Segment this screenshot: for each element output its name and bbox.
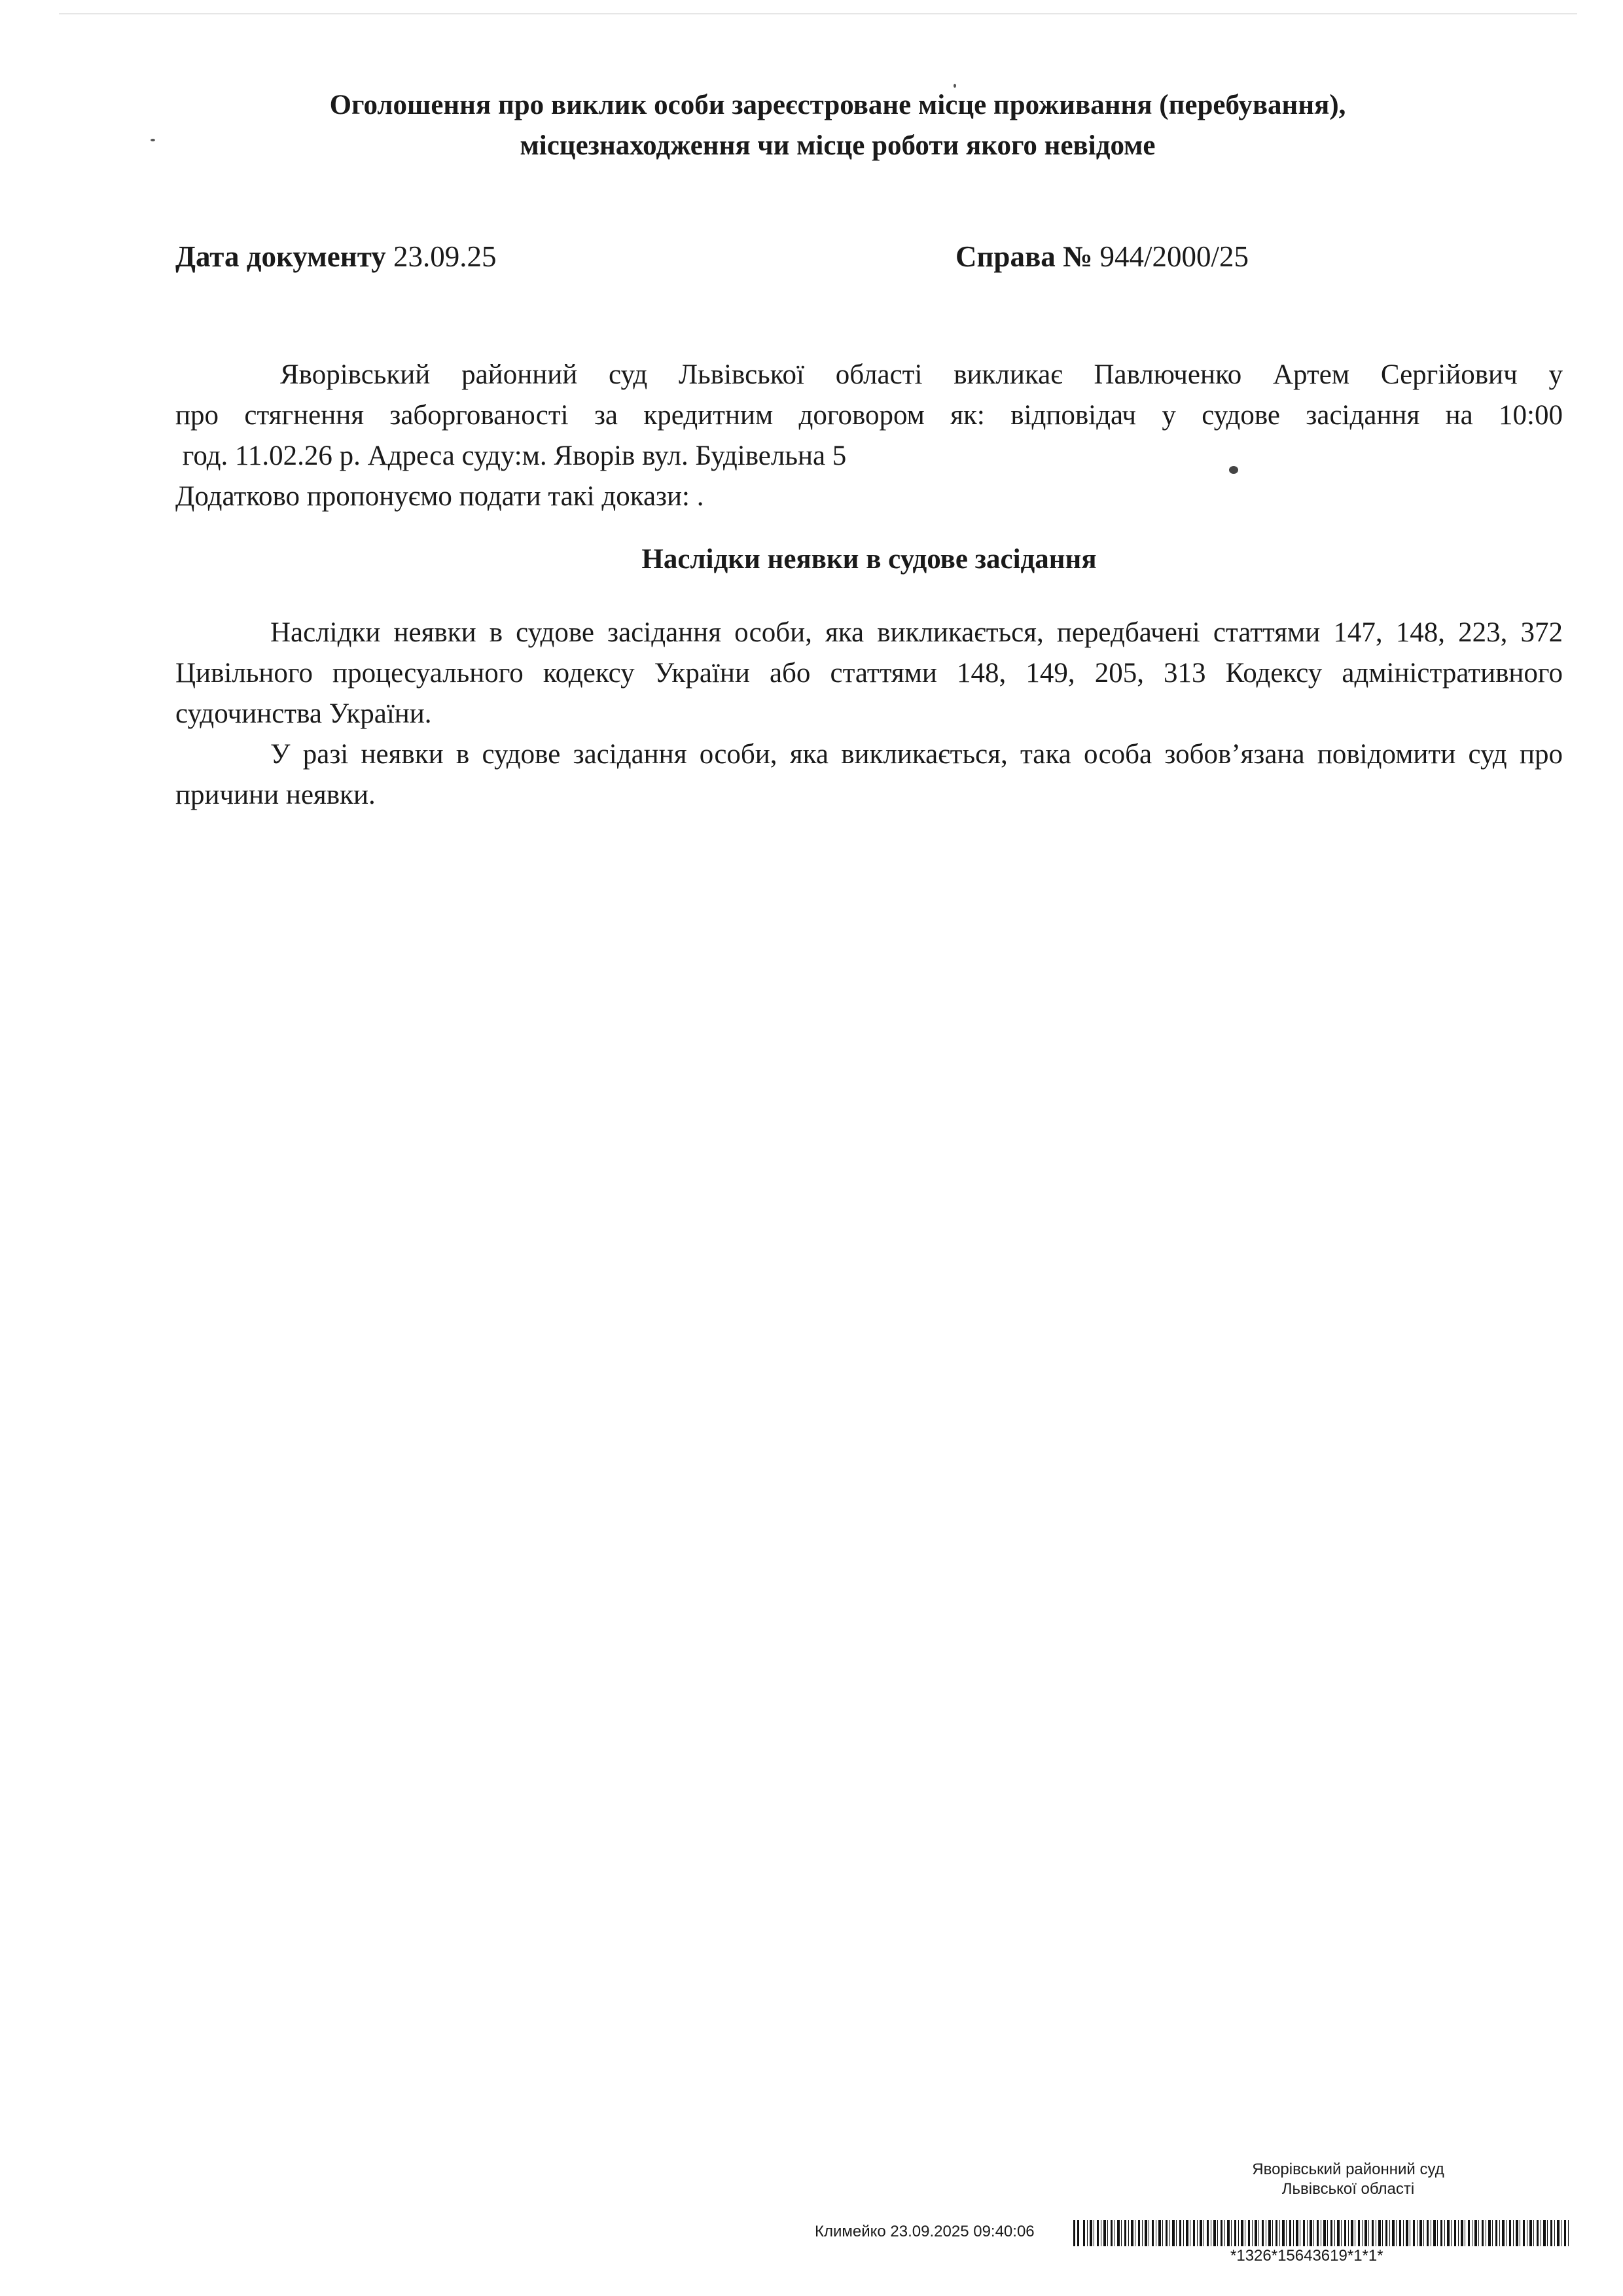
summons-paragraph (175, 355, 1563, 517)
barcode (1083, 2220, 1571, 2246)
document-title (164, 85, 1512, 166)
summons-line-2: про стягнення заборгованості за кредитним договором як: відповідач у судове засідання на 10:00 (175, 400, 1563, 431)
page-edge (59, 13, 1577, 14)
summons-line-1: Яворівський районний суд Львівської області викликає Павлюченко Артем Сергійович у (280, 359, 1563, 390)
title-line-2: місцезнаходження чи місце роботи якого невідоме (520, 130, 1156, 161)
document-date (175, 237, 496, 276)
court-stamp (1139, 2160, 1558, 2199)
consequences-paragraph-2: У разі неявки в судове засідання особи, яка викликається, така особа зобов’язана повідомити суд про причини неявки. (175, 739, 1563, 810)
barcode-start (1073, 2220, 1080, 2246)
title-line-1: Оголошення про виклик особи зареєстроване місце проживання (перебування), (329, 90, 1346, 120)
consequences-paragraph-1: Наслідки неявки в судове засідання особи, яка викликається, передбачені статтями 147, 148, 223, 372 Цивільного процесуального кодексу України або статтями 148, 149, 205, 313 Кодексу адміністративного судочинства України. (175, 617, 1563, 729)
case-label: Справа № (955, 240, 1093, 273)
scan-speck (151, 139, 155, 141)
case-value: 944/2000/25 (1099, 240, 1249, 273)
summons-line-3: год. 11.02.26 р. Адреса суду:м. Яворів вул. Будівельна 5 (175, 440, 847, 471)
scan-speck (954, 84, 956, 88)
court-region: Львівської області (1281, 2180, 1415, 2198)
summons-line-4: Додатково пропонуємо подати такі докази: . (175, 481, 704, 512)
barcode-text: *1326*15643619*1*1* (1230, 2247, 1383, 2265)
scan-speck (1229, 466, 1238, 474)
court-name: Яворівський районний суд (1252, 2161, 1444, 2178)
date-label: Дата документу (175, 240, 386, 273)
consequences-section (175, 613, 1563, 816)
signer-timestamp: Климейко 23.09.2025 09:40:06 (815, 2223, 1035, 2240)
date-value: 23.09.25 (393, 240, 497, 273)
consequences-heading: Наслідки неявки в судове засідання (641, 544, 1097, 575)
case-number (955, 237, 1249, 276)
